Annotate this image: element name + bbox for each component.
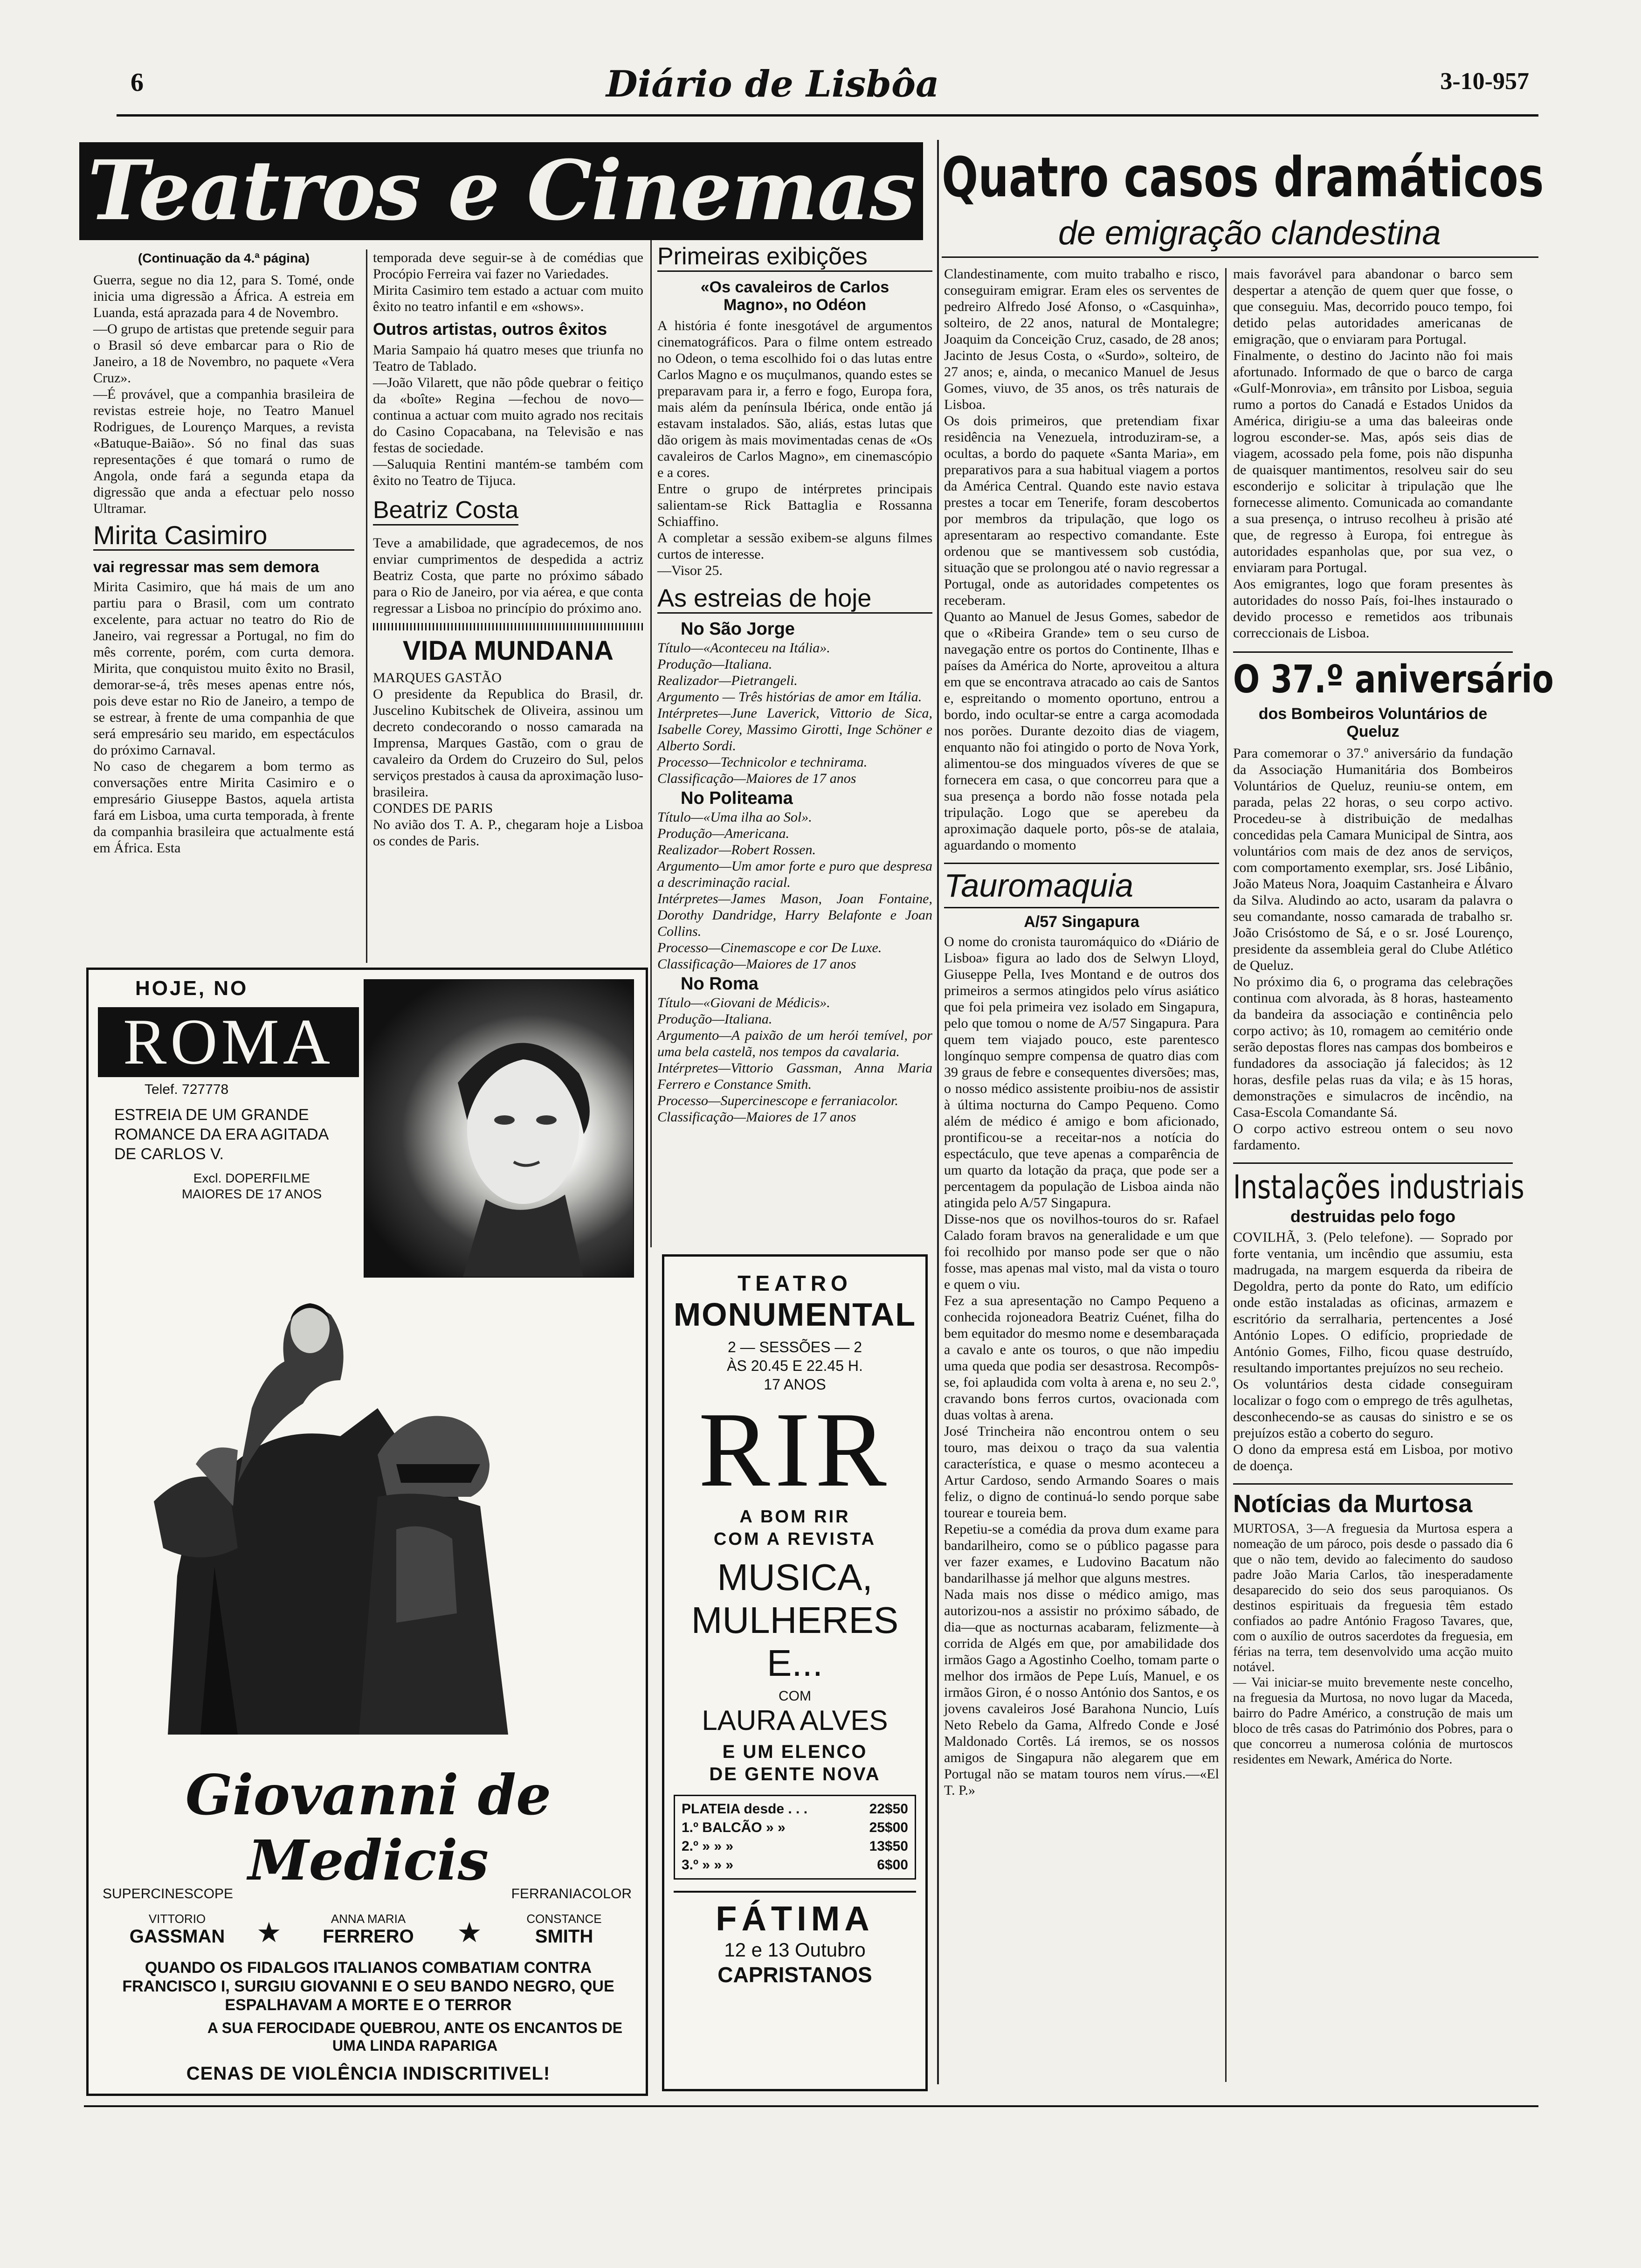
actor-last-name: GASSMAN: [129, 1926, 225, 1947]
actor-last-name: FERRERO: [323, 1926, 414, 1947]
theatre-name: MONUMENTAL: [673, 1296, 917, 1333]
mirita-text: Mirita Casimiro, que há mais de um ano partiu para o Brasil, com um contrato excelente, para actuar no teatro do Rio de Janeiro, vai regressar a Portugal, no fim do mês corrente, porém, com curta demora. Mirita, que conquistou muito êxito no Brasil, demorar-se-á, três meses apenas entre nós, pois deve estar no Rio de Janeiro, a tempo de se estrear, à frente de uma companhia de que será empresário seu marido, em espectáculos do próximo Carnaval. No caso de chegarem a bom termo as conversações entre Mirita Casimiro e o empresário Giuseppe Bastos, aquela artista fará em Lisboa, uma curta temporada, à frente da companhia brasileira que actualmente está em África. Esta: [93, 579, 354, 856]
hoje-no: HOJE, NO: [135, 977, 248, 1000]
knights-svg: [98, 1287, 639, 1735]
roma-cinema-ad: [86, 968, 648, 2096]
murtosa-headline: Notícias da Murtosa: [1233, 1490, 1473, 1518]
price-value: 6$00: [877, 1857, 908, 1873]
emigration-text-a: Clandestinamente, com muito trabalho e risco, conseguiram emigrar. Eram eles os serventes de pedreiro Alfredo José Afonso, o «Casquinha», solteiro, de 22 anos, natural de Montalegre; Joaquim da Conceição Cruz, casado, de 28 anos; Jacinto de Jesus Costa, o «Surdo», solteiro, de 27 anos; e, ainda, o mecanico Manuel de Jesus Gomes, viuvo, de 35 anos, os três naturais de Lisboa. Os dois primeiros, que pretendiam fixar residência na Venezuela, introduziram-se, a ocultas, a bordo do paquete «Santa Maria», em preparativos para a sua habitual viagem a portos da América Central. Quando este navio estava prestes a tocar em Tenerife, foram descobertos por membros da tripulação, que logo os apresentaram ao respectivo comandante. Este ordenou que se mantivessem sob custódia, situação que se prolongou até o navio regressar a Portugal, onde as autoridades competentes os receberam. Quanto ao Manuel de Jesus Gomes, sabedor de que o «Ribeira Grande» tem o seu curso de navegação entre os portos do Continente, Ilhas e países da América do Norte, aproveitou a altura em que se encontrava atracado ao cais de Santos e, espreitando o momento oportuno, entrou a bordo, indo ocultar-se entre a carga acomodada nos porões. Durante dezoito dias de viagem, enquanto não foi atingido o porto de Nova York, alimentou-se dos minguados víveres de que se fornecera em casa, o que concorreu para que a sua presença a bordo não fosse notada pela tripulação. Logo que se aperebeu da aproximação daquele porto, pôs-se de atalaia, aguardando o momento: [944, 266, 1219, 853]
tauromaquia-headline: Tauromaquia: [944, 867, 1134, 904]
beatriz-text: Teve a amabilidade, que agradecemos, de nos enviar cumprimentos de despedida a actriz Beatriz Costa, que parte no próximo sábado para o Rio de Janeiro, por via aérea, e que conta regressar a Lisboa no princípio do próximo ano.: [373, 535, 643, 616]
bottom-rule: [84, 2105, 1538, 2107]
politeama-head: No Politeama: [681, 788, 793, 808]
com-label: COM: [779, 1688, 811, 1704]
section-banner: [79, 142, 923, 240]
roma-head: No Roma: [681, 974, 758, 994]
masthead: [117, 61, 1538, 112]
tauromaquia-text: O nome do cronista tauromáquico do «Diário de Lisboa» figura ao lado dos de Selwyn Lloyd, Giuseppe Pella, Ives Montand e de outros dos primeiros a sermos atingidos pelo vírus asiático que foi pela primeira vez isolado em Singapura, pelo que tomou o nome de A/57 Singapura. Para quem tem viajado pouco, este parentesco longínquo sempre compensa de quatro dias com 39 graus de febre e consequentes diversões; mas, o nosso médico assistente proibiu-nos de assistir à última nocturna do Campo Pequeno. Como além de médico é amigo e bom aficionado, prontificou-se a receitar-nos a notícia do espectáculo, que teve apenas a comparência de um quarto da lotação da praça, que pode ser a percentagem da população de Lisboa ainda não atingida pelo A/57 Singapura. Disse-nos que os novilhos-touros do sr. Rafael Calado foram bravos na generalidade e um que foi recolhido por manso pode ser que o não fosse, mas apenas mal visto, mal da vista o touro e quem o viu. Fez a sua apresentação no Campo Pequeno a conhecida rojoneadora Beatriz Cuénet, filha do bem equitador do mesmo nome e desembaraçada a cavalo e ante os touros, o que não impediu uma queda que podia ser desastrosa. Recompôs-se, foi aplaudida com volta à arena e, no seu 2.º, cravando bons ferros curtos, ovacionada com duas voltas à arena. José Trincheira não encontrou ontem o seu touro, mas deixou o traço da sua valentia característica, e quase o mesmo aconteceu a Artur Cardoso, sendo Armando Soares o mais feliz, o digno de continuá-lo sendo porque sabe tourear e toureia bem. Repetiu-se a comédia da prova dum exame para bandarilheiro, como se o público pagasse para ver fazer exames, e Ludovino Bacatum não bandarilhasse já melhor que alguns mestres. Nada mais nos disse o médico amigo, mas autorizou-nos a assistir no próximo sábado, de dia—que as nocturnas acabaram, felizmente—à corrida de Algés em que, por amabilidade dos irmãos Gago a Agostinho Coelho, tomam parte o melhor dos irmãos de Pepe Luís, Manuel, e os irmãos Giron, é o nosso António dos Santos, e os jovens cavaleiros José Barahona Nuncio, Luís Neto Rebelo da Gama, Alfredo Conde e José Maldonado Cortês. Lá iremos, se os nossos amigos de Singapura não alegarem que em Portugal não se matam touros nem vírus.—«El T. P.»: [944, 934, 1219, 1798]
price-value: 22$50: [869, 1801, 908, 1817]
vida-mundana-headline: VIDA MUNDANA: [402, 636, 614, 666]
instalacoes-text: COVILHÃ, 3. (Pelo telefone). — Soprado por forte ventania, um incêndio que assumiu, esta madrugada, na margem esquerda da ribeira de Degoldra, perto da ponte do Rato, um edifício onde estão instaladas as oficinas, armazem e escritório da serralharia, pertencentes a José António Lopes. O edifício, propriedade de António Gomes, Filho, ficou quase destruído, resultando importantes prejuízos no seu recheio. Os voluntários desta cidade conseguiram localizar o fogo com o emprego de três agulhetas, desconhecendo-se as causas do sinistro e se os prejuízos estão a coberto do seguro. O dono da empresa está em Lisboa, por motivo de doença.: [1233, 1230, 1513, 1473]
cavaleiros-text: A história é fonte inesgotável de argumentos cinematográficos. Para o filme ontem estreado no Odeon, o tema escolhido foi o das lutas entre Carlos Magno e os muçulmanos, quando estes se preparavam para ir, a ferro e fogo, Europa fora, mais além da península Ibérica, onde então já estavam instalados. São, aliás, estas lutas que dão origem às mais movimentadas cenas de «Os cavaleiros de Carlos Magno», em cinemascópio e a cores. Entre o grupo de intérpretes principais salientam-se Rick Battaglia e Rossanna Schiaffino. A completar a sessão exibem-se alguns filmes curtos de interesse. —Visor 25.: [657, 318, 932, 578]
roma-text: Título—«Giovani de Médicis». Produção—Italiana. Argumento—A paixão de um herói temível, por uma bela castelã, nos tempos da cavalaria. Intérpretes—Vittorio Gassman, Anna Maria Ferrero e Constance Smith. Processo—Supercinescope e ferraniacolor. Classificação—Maiores de 17 anos: [657, 995, 932, 1125]
tagline-1: QUANDO OS FIDALGOS ITALIANOS COMBATIAM CONTRA FRANCISCO I, SURGIU GIOVANNI E O SEU BANDO NEGRO, QUE ESPALHAVAM A MORTE E O TERROR: [122, 1959, 614, 2014]
session-info: 2 — SESSÕES — 2 ÀS 20.45 E 22.45 H. 17 ANOS: [727, 1339, 863, 1393]
exclusive-info: Excl. DOPERFILME MAIORES DE 17 ANOS: [181, 1171, 322, 1201]
emigration-headline: [942, 145, 1544, 268]
tagline-2: A SUA FEROCIDADE QUEBROU, ANTE OS ENCANTOS DE UMA LINDA RAPARIGA: [207, 2019, 623, 2054]
estreias-headline: As estreias de hoje: [657, 584, 932, 614]
rir-title: RIR: [698, 1390, 891, 1509]
process-left: SUPERCINESCOPE: [103, 1886, 234, 1902]
tauromaquia-head-box: [944, 863, 1219, 908]
vida-mundana-text: MARQUES GASTÃO O presidente da Republica do Brasil, dr. Juscelino Kubitschek de Oliveira, assinou um decreto condecorando o nosso camarada na Imprensa, Marques Gastão, com o grau de cavaleiro da Ordem do Cruzeiro do Sul, pelos serviços prestados à causa da aproximação luso-brasileira. CONDES DE PARIS No avião dos T. A. P., chegaram hoje a Lisboa os condes de Paris.: [373, 670, 643, 849]
actress-portrait-photo: [364, 979, 634, 1278]
roma-phone: Telef. 727778: [145, 1082, 229, 1097]
col2-continued-text: temporada deve seguir-se à de comédias que Procópio Ferreira vai fazer no Variedades. Mirita Casimiro tem estado a actuar com muito êxito no teatro infantil e em «shows».: [373, 250, 643, 314]
emigration-text-b: mais favorável para abandonar o barco sem despertar a atenção de quem quer que fosse, o que conseguiu. Mas, decorrido pouco tempo, foi detido pelas autoridades americanas de emigração, que o enviaram para Portugal. Finalmente, o destino do Jacinto não foi mais afortunado. Informado de que o barco de carga «Gulf-Monrovia», em trânsito por Lisboa, seguia rumo a portos do Canadá e Estados Unidos da América, dirigiu-se a uma das baleeiras onde logrou esconder-se. Mas, após seis dias de viagem, acossado pela fome, pois não dispunha de quaisquer mantimentos, resolveu sair do seu esconderijo e solicitar à tripulação que lhe fornecesse alimento. Comunicada ao comandante a sua presença, o intruso recolheu à prisão até que, de regresso à Europa, foi entregue às autoridades espanholas que, por sua vez, o enviaram para Portugal. Aos emigrantes, logo que foram presentes às autoridades do nosso País, foi-lhes instaurado o devido processo e remetidos aos tribunais correccionais de Lisboa.: [1233, 266, 1513, 641]
section-banner-title: Teatros e Cinemas: [87, 142, 915, 239]
actor-first-name: ANNA MARIA: [331, 1912, 406, 1926]
cast-actor-3: [499, 1912, 629, 1947]
beatriz-headline: Beatriz Costa: [373, 496, 518, 526]
column-divider: [1225, 268, 1227, 2082]
masthead-rule: [117, 114, 1538, 117]
show-title-1: MUSICA,: [717, 1556, 873, 1598]
col1-article-text: Guerra, segue no dia 12, para S. Tomé, onde inicia uma digressão a África. A estreia em Luanda, está aprazada para 4 de Novembro. —O grupo de artistas que pretende seguir para o Brasil só deve embarcar para o Rio de Janeiro, a 18 de Novembro, no paquete «Vera Cruz». —É provável, que a companhia brasileira de revistas estreie hoje, no Teatro Manuel Rodrigues, de Lourenço Marques, a revista «Batuque-Baião». Só no final das suas representações é que tomará o rumo de Angola, onde fará a segunda etapa da digressão que anda a efectuar pelo nosso Ultramar.: [93, 272, 354, 516]
mirita-subhead: vai regressar mas sem demora: [93, 558, 319, 575]
estreia-text: ESTREIA DE UM GRANDE ROMANCE DA ERA AGITADA DE CARLOS V.: [114, 1106, 328, 1163]
aniversario-subhead: dos Bombeiros Voluntários de Queluz: [1258, 705, 1488, 740]
section-divider: [937, 140, 939, 2084]
aniversario-text: Para comemorar o 37.º aniversário da fundação da Associação Humanitária dos Bombeiros Voluntários de Queluz, reuniu-se ontem, em parada, pelas 22 horas, o seu corpo activo. Procedeu-se à distribuição de medalhas concedidas pela Camara Municipal de Sintra, aos voluntários com mais de dez anos de serviços, com comportamento exemplar, srs. José Libânio, João Mateus Nora, Joaquim Castanheira e Álvaro da Silva. Aludindo ao acto, usaram da palavra o seu comandante, nosso camarada de trabalho sr. João Crisóstomo de Sá, e o sr. José Lourenço, presidente da assembleia geral do Clube Atlético de Queluz. No próximo dia 6, o programa das celebrações continua com alvorada, às 8 horas, hasteamento da bandeira da associação e continência pelo corpo activo; às 10, romagem ao cemitério onde serão depostas flores nas campas dos bombeiros e fundadores da associação já falecidos; às 12 horas, desfile pelas ruas da vila; e às 15 horas, demonstrações e simulacros de incêndio, na Casa-Escola Comandante Sá. O corpo activo estreou ontem o seu novo fardamento.: [1233, 746, 1513, 1153]
price-row: [682, 1856, 908, 1874]
show-title-3: E...: [766, 1642, 823, 1684]
price-label: 2.º » » »: [682, 1839, 734, 1854]
sao-jorge-head: No São Jorge: [681, 619, 795, 639]
bom-rir: A BOM RIR COM A REVISTA: [713, 1507, 876, 1549]
continuation-note: (Continuação da 4.ª página): [138, 251, 310, 265]
politeama-text: Título—«Uma ilha ao Sol». Produção—Americana. Realizador—Robert Rossen. Argumento—Um amor forte e puro que despresa a descriminação racial. Intérpretes—James Mason, Joan Fontaine, Dorothy Dandridge, Harry Belafonte e Joan Collins. Processo—Cinemascope e cor De Luxe. Classificação—Maiores de 17 anos: [657, 809, 932, 972]
show-title-2: MULHERES: [691, 1599, 899, 1641]
knights-photo: [98, 1287, 639, 1735]
fatima-organizer: CAPRISTANOS: [717, 1963, 872, 1987]
cavaleiros-title: «Os cavaleiros de Carlos Magno», no Odéon: [700, 278, 889, 314]
portrait-svg: [365, 980, 634, 1278]
issue-date: 3-10-957: [1440, 68, 1529, 95]
column-divider: [366, 249, 367, 963]
process-right: FERRANIACOLOR: [511, 1886, 632, 1902]
teatro-label: TEATRO: [738, 1271, 852, 1295]
fatima-section: [674, 1891, 916, 1988]
mirita-headline: Mirita Casimiro: [93, 521, 354, 551]
instalacoes-block: [1233, 1162, 1524, 1474]
actor-first-name: CONSTANCE: [526, 1912, 602, 1926]
instalacoes-subhead: destruidas pelo fogo: [1290, 1207, 1456, 1226]
actor-last-name: SMITH: [535, 1926, 593, 1947]
tagline-3: CENAS DE VIOLÊNCIA INDISCRITIVEL!: [186, 2063, 551, 2084]
page-number: 6: [131, 68, 144, 97]
outros-text: Maria Sampaio há quatro meses que triunfa no Teatro de Tablado. —João Vilarett, que não pôde quebrar o feitiço da «boîte» Regina —fechou de novo— continua a actuar com muito agrado nos recitais do Casino Copacabana, na Televisão e nas festas de sociedade. —Saluquia Rentini mantém-se também com êxito no Teatro de Tijuca.: [373, 342, 643, 488]
star-icon: ★: [457, 1917, 482, 1948]
monumental-theatre-ad: [662, 1254, 928, 2091]
divider-bar: [373, 623, 643, 630]
column-4: [944, 266, 1219, 1798]
price-label: PLATEIA desde . . .: [682, 1801, 808, 1817]
column-2: [373, 249, 643, 849]
price-table: [674, 1795, 916, 1880]
price-value: 25$00: [869, 1820, 908, 1835]
instalacoes-headline: Instalações industriais: [1233, 1168, 1524, 1206]
star-name: LAURA ALVES: [702, 1705, 888, 1736]
fatima-dates: 12 e 13 Outubro: [724, 1939, 866, 1961]
newspaper-title: Diário de Lisbôa: [606, 63, 939, 105]
headline-line-1: Quatro casos dramáticos: [942, 145, 1544, 209]
tauromaquia-subhead: A/57 Singapura: [1024, 913, 1139, 931]
price-row: [682, 1837, 908, 1856]
aniversario-headline: O 37.º aniversário: [1233, 657, 1554, 702]
headline-line-2: de emigração clandestina: [1058, 214, 1441, 252]
fatima-title: FÁTIMA: [716, 1899, 874, 1938]
primeiras-headline: Primeiras exibições: [657, 242, 932, 272]
actor-first-name: VITTORIO: [148, 1912, 206, 1926]
price-label: 1.º BALCÃO » »: [682, 1820, 786, 1835]
column-3: [657, 242, 932, 1125]
column-5: [1233, 266, 1554, 1767]
elenco-text: E UM ELENCO DE GENTE NOVA: [709, 1742, 881, 1784]
headline-underline: [942, 256, 1538, 258]
price-label: 3.º » » »: [682, 1857, 734, 1873]
murtosa-text: MURTOSA, 3—A freguesia da Murtosa espera a nomeação de um pároco, pois desde o passado dia 6 que o não tem, devido ao falecimento do saudoso padre João Maria Carlos, tão inesperadamente desaparecido do seio dos seus paroquianos. Os destinos espirituais da freguesia têm estado confiados ao padre António Fragoso Tavares, que, com o auxílio de outros sacerdotes da freguesia, em férias na terra, tem desenvolvido uma acção muito notável. — Vai iniciar-se muito brevemente neste concelho, na freguesia da Murtosa, no novo lugar da Maceda, bairro do Padre Américo, a construção de mais um bloco de três casas do Património dos Pobres, para o que concorreu a numerosa colónia de murtoscos residentes em Newark, América do Norte.: [1233, 1521, 1513, 1767]
roma-logo: ROMA: [98, 1007, 359, 1077]
column-divider: [650, 240, 652, 1247]
murtosa-block: [1233, 1483, 1513, 1767]
sao-jorge-text: Título—«Aconteceu na Itália». Produção—Italiana. Realizador—Pietrangeli. Argumento — Três histórias de amor em Itália. Intérpretes—June Laverick, Vittorio de Sica, Isabelle Corey, Massimo Girotti, Inge Schöner e Alberto Sordi. Processo—Technicolor e technirama. Classificação—Maiores de 17 anos: [657, 640, 932, 786]
price-row: [682, 1800, 908, 1819]
film-title: Giovanni de Medicis: [185, 1763, 552, 1893]
column-1: [93, 249, 354, 856]
price-row: [682, 1819, 908, 1837]
cast-actor-2: [303, 1912, 434, 1947]
aniversario-block: [1233, 651, 1554, 1153]
cast-actor-1: [117, 1912, 238, 1947]
star-icon: ★: [256, 1917, 282, 1948]
price-value: 13$50: [869, 1839, 908, 1854]
outros-headline: Outros artistas, outros êxitos: [373, 319, 607, 339]
